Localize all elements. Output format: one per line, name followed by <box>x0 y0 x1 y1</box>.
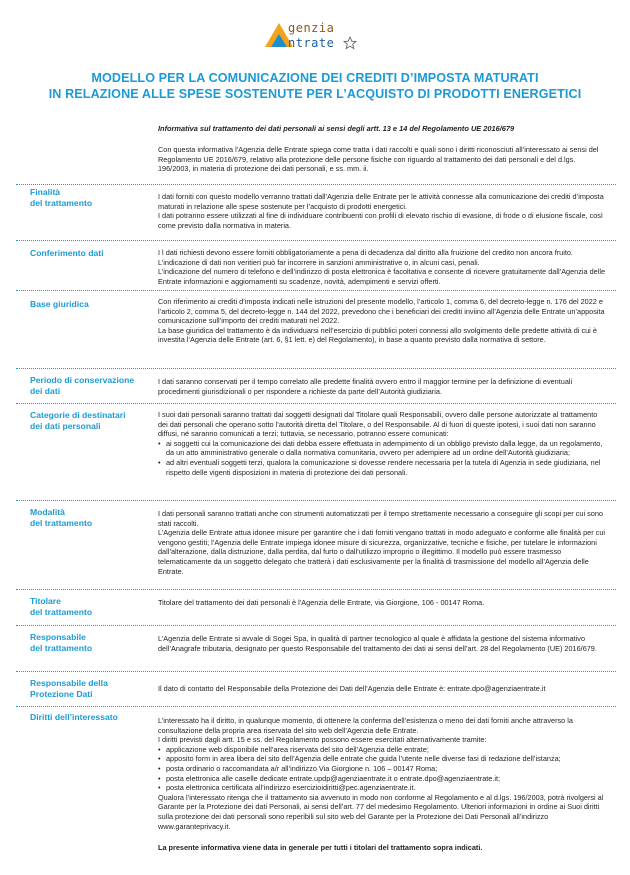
text-periodo <box>158 377 606 396</box>
text-responsabile <box>158 634 606 653</box>
section-divider <box>16 184 616 185</box>
text-finalita <box>158 192 606 230</box>
section-divider <box>16 706 616 707</box>
section-divider <box>16 368 616 369</box>
text-modalita <box>158 509 606 576</box>
list-item: • applicazione web disponibile nell’area riservata del sito dell’Agenzia delle entrate; <box>158 745 606 755</box>
diritti-list <box>158 745 606 793</box>
footer-note: La presente informativa viene data in generale per tutti i titolari del trattamento sopra indicati. <box>158 843 483 852</box>
agenzia-entrate-logo <box>263 14 373 58</box>
list-item: • posta ordinario o raccomandata a/r all’indirizzo Via Giorgione n. 106 – 00147 Roma; <box>158 764 606 774</box>
categorie-p1: I suoi dati personali saranno trattati dai soggetti designati dal Titolare quali Responsabili, ovvero dalle persone autorizzate al trattamento dei dati personali che operano sotto l’autorità diretta del Titolare, o del Responsabile. Al di fuori di queste ipotesi, i suoi dati non saranno diffusi, né saranno comunicati a terzi; tuttavia, se necessario, potranno essere comunicati: <box>158 410 598 439</box>
section-divider <box>16 403 616 404</box>
categorie-list <box>158 439 606 477</box>
logo-inner-triangle-icon <box>271 34 287 47</box>
text-base-giuridica <box>158 297 606 345</box>
republic-emblem-icon <box>343 36 357 50</box>
label-modalita: Modalità del trattamento <box>30 507 93 528</box>
rpd-p1: Il dato di contatto del Responsabile della Protezione dei Dati dell’Agenzia delle Entrate è: entrate.dpo@agenziaentrate.it <box>158 684 546 693</box>
text-diritti <box>158 716 606 831</box>
label-periodo: Periodo di conservazione dei dati <box>30 375 135 396</box>
label-conferimento: Conferimento dati <box>30 248 104 258</box>
diritti-p1: L’interessato ha il diritto, in qualunque momento, di ottenere la conferma dell’esistenza o meno dei dati forniti anche attraverso la consultazione della propria area riservata del sito web dell’Agenzia delle Entrate. <box>158 716 573 735</box>
title-line-2: IN RELAZIONE ALLE SPESE SOSTENUTE PER L’ACQUISTO DI PRODOTTI ENERGETICI <box>48 87 582 101</box>
label-finalita: Finalità del trattamento <box>30 187 93 208</box>
label-responsabile: Responsabile del trattamento <box>30 632 93 653</box>
finalita-p1: I dati forniti con questo modello verranno trattati dall’Agenzia delle Entrate per le attività connesse alla comunicazione dei crediti d’imposta maturati in relazione alle spese sostenute per l’acquisto di prodotti energetici. <box>158 192 604 211</box>
responsabile-p1: L’Agenzia delle Entrate si avvale di Sogei Spa, in qualità di partner tecnologico al quale è affidata la gestione del sistema informativo dell’Anagrafe tributaria, designato per questo Responsabile del trattamento dei dati ai sensi dell’art. 28 del Regolamento (UE) 2016/679. <box>158 634 597 653</box>
section-divider <box>16 589 616 590</box>
intro-text: Con questa informativa l’Agenzia delle Entrate spiega come tratta i dati raccolti e quali sono i diritti riconosciuti all’interessato ai sensi del Regolamento UE 2016/679, relativo alla protezione delle persone fisiche con riguardo al trattamento dei dati personali e del d.lgs. 196/2003, in materia di protezione dei dati personali, e ss. mm. ii. <box>158 145 599 174</box>
diritti-p2: I diritti previsti dagli artt. 15 e ss. del Regolamento possono essere esercitati alternativamente tramite: <box>158 735 487 745</box>
informativa-heading: Informativa sul trattamento dei dati personali ai sensi degli artt. 13 e 14 del Regolamento UE 2016/679 <box>158 124 515 133</box>
finalita-p2: I dati potranno essere utilizzati al fine di individuare contribuenti con profili di elevato rischio di evasione, di frode o di elusione fiscale, così come previsto dalla normativa in materia. <box>158 211 603 230</box>
text-conferimento <box>158 248 606 286</box>
titolare-p1: Titolare del trattamento dei dati personali è l’Agenzia delle Entrate, via Giorgione, 106 - 00147 Roma. <box>158 598 485 607</box>
list-item: • ad altri eventuali soggetti terzi, qualora la comunicazione si dovesse rendere necessaria per la tutela di Agenzia in sede giudiziaria, nel rispetto delle vigenti disposizioni in materia di protezione dei dati personali. <box>158 458 606 477</box>
conferimento-p1: I l dati richiesti devono essere forniti obbligatoriamente a pena di decadenza dal diritto alla fruizione del credito non ancora fruito. L’indicazione di dati non veritieri può far incorrere in sanzioni amministrative o, in alcuni casi, penali. <box>158 248 573 267</box>
logo-word-line2: ntrate <box>288 36 335 50</box>
conferimento-p2: L’indicazione del numero di telefono e dell’indirizzo di posta elettronica è facoltativa e consente di ricevere gratuitamente dall’Agenzia delle Entrate informazioni e aggiornamenti su scadenze, novità, adempimenti e servizi offerti. <box>158 267 606 286</box>
section-divider <box>16 625 616 626</box>
logo-word-line1: genzia <box>288 21 335 35</box>
label-rpd: Responsabile della Protezione Dati <box>30 678 108 699</box>
periodo-p1: I dati saranno conservati per il tempo correlato alle predette finalità ovvero entro il maggior termine per la definizione di eventuali procedimenti giurisdizionali o per rispondere a richieste da parte dell’Autorità giudiziaria. <box>158 377 573 396</box>
modalita-p2: L’Agenzia delle Entrate attua idonee misure per garantire che i dati forniti vengano trattati in modo adeguato e conforme alle finalità per cui vengono gestiti; l’Agenzia delle Entrate impiega idonee misure di sicurezza, organizzative, tecniche e fisiche, per tutelare le informazioni dall’alterazione, dalla distruzione, dalla perdita, dal furto o dall’utilizzo improprio o illegittimo. Il modello può essere trasmesso telematicamente da un soggetto delegato che tratterà i dati esclusivamente per la finalità di trasmissione del modello all’Agenzia delle Entrate. <box>158 528 606 576</box>
text-categorie <box>158 410 606 477</box>
section-divider <box>16 671 616 672</box>
section-divider <box>16 500 616 501</box>
title-line-1: MODELLO PER LA COMUNICAZIONE DEI CREDITI D’IMPOSTA MATURATI <box>91 71 539 85</box>
base-p2: La base giuridica del trattamento è da individuarsi nell’esercizio di pubblici poteri connessi allo svolgimento delle predette attività di cui è investita l’Agenzia delle Entrate (art. 6, §1 lett. e) del Regolamento), in base a quanto previsto dalla normativa di settore. <box>158 325 597 345</box>
label-titolare: Titolare del trattamento <box>30 596 93 617</box>
list-item: • posta elettronica alle caselle dedicate entrate.updp@agenziaentrate.it o entrate.dpo@agenziaentrate.it; <box>158 774 606 784</box>
label-categorie: Categorie di destinatari dei dati personali <box>30 410 126 431</box>
modalita-p1: I dati personali saranno trattati anche con strumenti automatizzati per il tempo strettamente necessario a conseguire gli scopi per cui sono stati raccolti. <box>158 509 603 528</box>
base-p1: Con riferimento ai crediti d’imposta indicati nelle istruzioni del presente modello, l’articolo 1, comma 6, del decreto-legge n. 176 del 2022 e l’articolo 2, comma 5, del decreto-legge n. 144 del 2022, prevedono che i beneficiari dei crediti inviino all’Agenzia delle Entrate un’apposita comunicazione sull’importo dei crediti maturati nel 2022. <box>158 297 605 326</box>
label-diritti: Diritti dell’interessato <box>30 712 118 722</box>
section-divider <box>16 240 616 241</box>
section-divider <box>16 290 616 291</box>
list-item: • posta elettronica certificata all’indirizzo esercizioidiritti@pec.agenziaentrate.it. <box>158 783 606 793</box>
list-item: • apposito form in area libera del sito dell’Agenzia delle entrate che guida l’utente nelle diverse fasi di redazione dell’istanza; <box>158 754 606 764</box>
list-item: • ai soggetti cui la comunicazione dei dati debba essere effettuata in adempimento di un obbligo previsto dalla legge, da un regolamento, da un atto amministrativo generale o dalla normativa comunitaria, ovvero per adempiere ad un ordine dell’Autorità giudiziaria; <box>158 439 606 458</box>
text-titolare <box>158 598 606 608</box>
text-rpd <box>158 684 606 694</box>
label-base-giuridica: Base giuridica <box>30 299 89 309</box>
page-title <box>14 70 616 102</box>
diritti-p3: Qualora l’interessato ritenga che il trattamento sia avvenuto in modo non conforme al Regolamento e al d.lgs. 196/2003, potrà rivolgersi al Garante per la Protezione dei dati Personali, ai sensi dell’art. 77 del medesimo Regolamento. Ulteriori informazioni in ordine ai Suoi diritti sulla protezione dei dati personali sono reperibili sul sito web del Garante per la Protezione dei Dati Personali all’indirizzo www.garanteprivacy.it. <box>158 792 604 831</box>
